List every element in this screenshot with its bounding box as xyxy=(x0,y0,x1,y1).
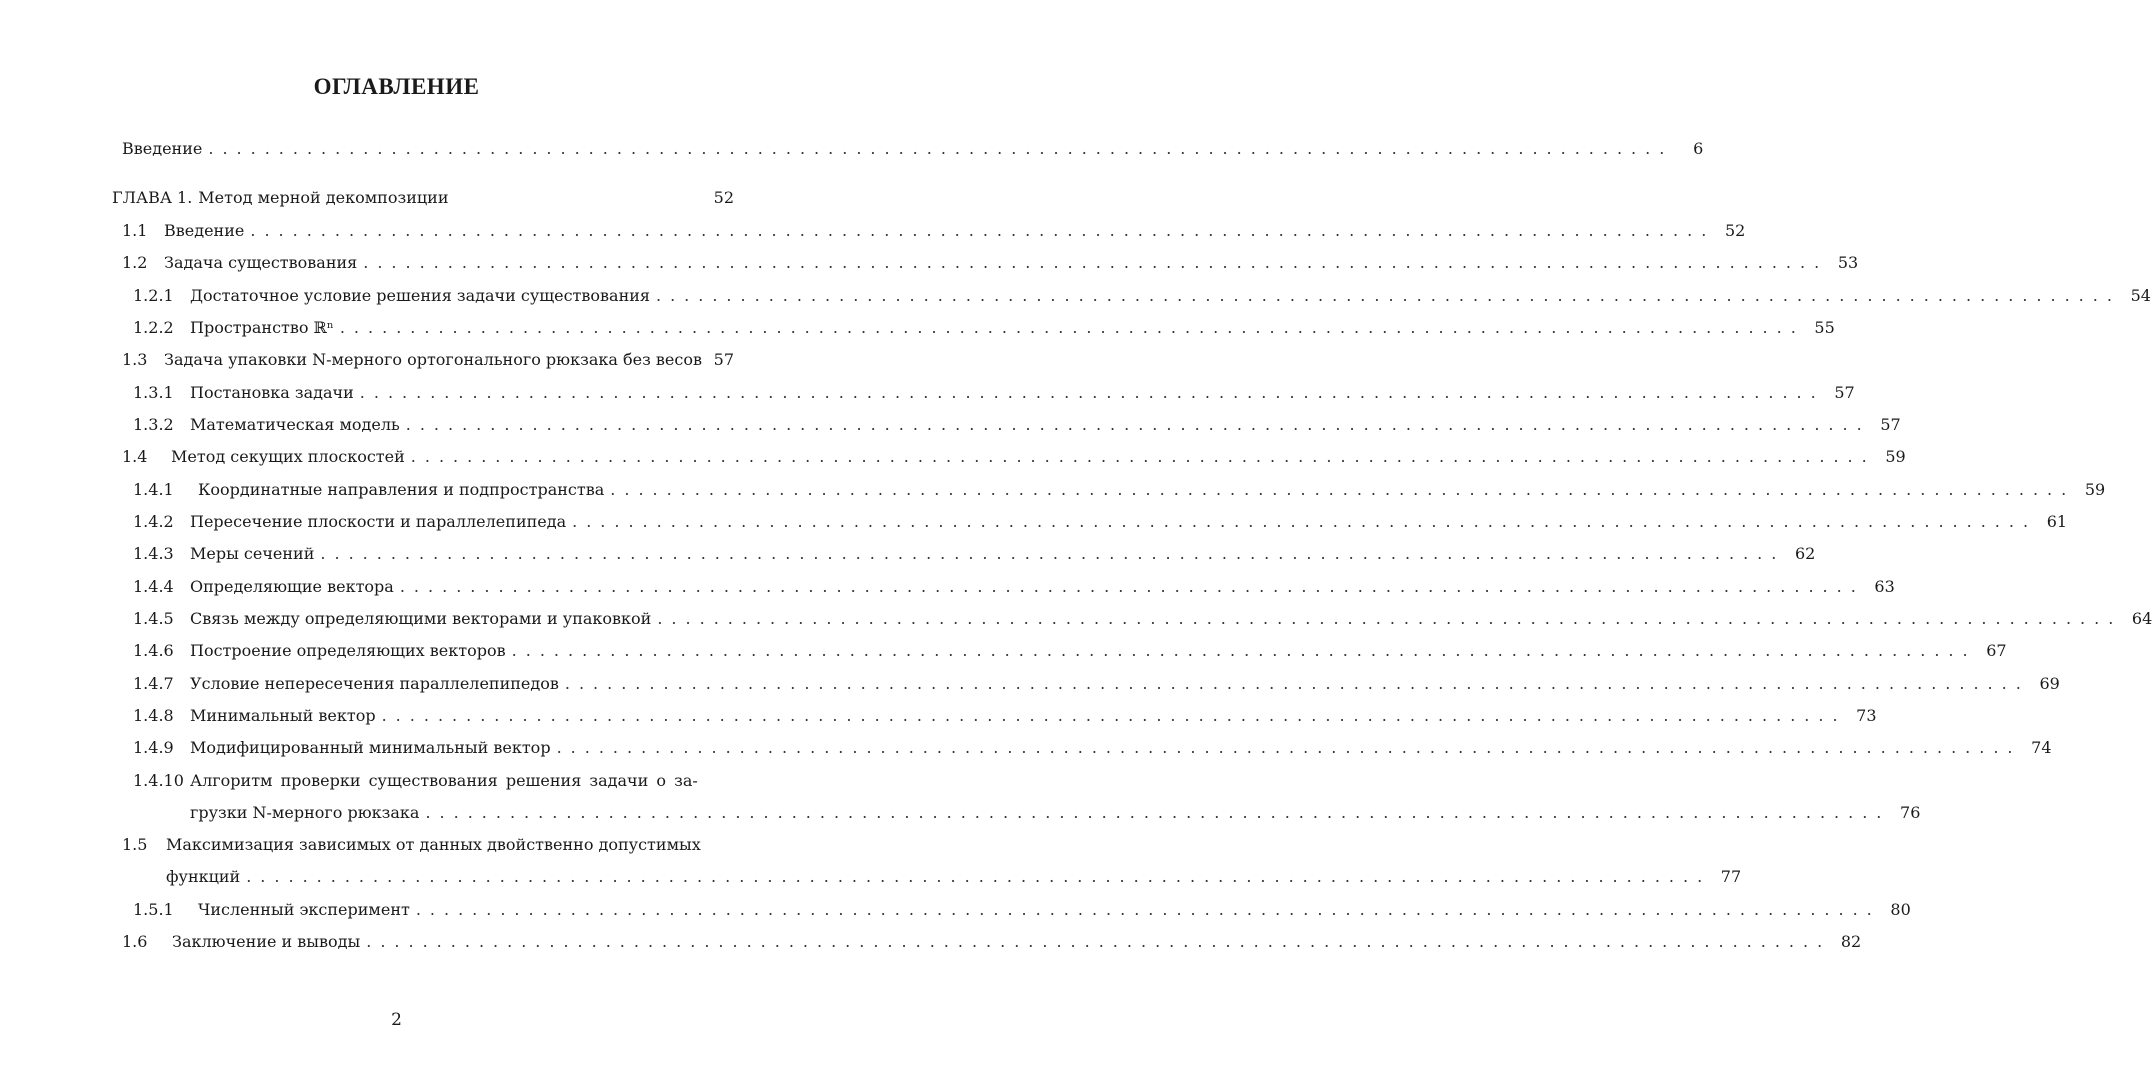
toc-entry-number: 1.5.1 xyxy=(133,900,174,919)
toc-entry-1-3-2[interactable] xyxy=(133,412,1901,438)
toc-entry-1-4-4[interactable] xyxy=(133,574,1895,600)
toc-entry-page: 53 xyxy=(1837,253,1859,272)
toc-entry-1-5-continuation[interactable] xyxy=(166,864,1742,890)
toc-entry-1-2-1[interactable] xyxy=(133,283,2151,309)
toc-entry-label: Меры сечений xyxy=(190,544,315,563)
toc-entry-page: 76 xyxy=(1900,803,1921,822)
toc-leader-dots: ........................................................................................................ xyxy=(656,286,2121,305)
toc-entry-page: 59 xyxy=(2084,480,2106,499)
toc-entry-number: 1.4.9 xyxy=(133,738,174,757)
toc-leader-dots: ........................................................................................................ xyxy=(657,609,2123,628)
toc-entry-label: Пересечение плоскости и параллелепипеда xyxy=(190,512,567,531)
toc-entry-introduction[interactable] xyxy=(122,136,1704,162)
toc-entry-label: Условие непересечения параллелепипедов xyxy=(190,674,559,693)
toc-leader-dots: ........................................................................................................ xyxy=(572,512,2038,531)
toc-entry-1-4[interactable] xyxy=(122,444,1906,470)
toc-entry-page: 77 xyxy=(1720,867,1742,886)
toc-entry-page: 61 xyxy=(2046,512,2068,531)
toc-entry-label: Минимальный вектор xyxy=(190,706,376,725)
toc-entry-1-4-9[interactable] xyxy=(133,735,2052,761)
toc-entry-number: 1.6 xyxy=(122,932,148,951)
toc-entry-label: Введение xyxy=(122,139,203,158)
toc-entry-1-4-3[interactable] xyxy=(133,541,1816,567)
toc-leader-dots: ........................................................................................................ xyxy=(511,641,1977,660)
page-title: ОГЛАВЛЕНИЕ xyxy=(313,74,480,99)
toc-entry-page: 74 xyxy=(2031,738,2052,757)
toc-entry-1-4-6[interactable] xyxy=(133,638,2007,664)
toc-entry-label: Определяющие вектора xyxy=(190,577,394,596)
toc-entry-label: Метод секущих плоскостей xyxy=(171,447,405,466)
toc-entry-label: Постановка задачи xyxy=(190,383,354,402)
toc-entry-page: 82 xyxy=(1840,932,1862,951)
toc-entry-1-2[interactable] xyxy=(122,250,1859,276)
toc-leader-dots: ........................................................................................................ xyxy=(359,383,1825,402)
toc-entry-1-2-2[interactable] xyxy=(133,315,1835,341)
toc-entry-1-4-2[interactable] xyxy=(133,509,2068,535)
toc-entry-page: 62 xyxy=(1794,544,1816,563)
toc-entry-label: Достаточное условие решения задачи существования xyxy=(190,286,650,305)
toc-leader-dots: ........................................................................................................ xyxy=(381,706,1847,725)
toc-entry-page: 67 xyxy=(1986,641,2007,660)
toc-entry-number: 1.4.6 xyxy=(133,641,174,660)
toc-entry-page: 80 xyxy=(1890,900,1911,919)
toc-entry-label: грузки N-мерного рюкзака xyxy=(190,803,420,822)
toc-entry-label: Модифицированный минимальный вектор xyxy=(190,738,551,757)
toc-entry-page: 54 xyxy=(2130,286,2151,305)
toc-entry-label: Максимизация зависимых от данных двойственно допустимых xyxy=(166,835,701,854)
toc-entry-label: Пространство ℝⁿ xyxy=(190,318,334,337)
toc-entry-label: Метод мерной декомпозиции xyxy=(198,188,449,207)
toc-entry-number: 1.4.4 xyxy=(133,577,174,596)
toc-leader-dots: ........................................................................................................ xyxy=(399,577,1865,596)
toc-leader-dots: ........................................................................................................ xyxy=(425,803,1891,822)
toc-entry-label: Алгоритм проверки существования решения задачи о за- xyxy=(190,771,698,790)
toc-entry-number: 1.4.7 xyxy=(133,674,174,693)
toc-entry-number: 1.4.1 xyxy=(133,480,174,499)
toc-entry-page: 57 xyxy=(713,350,734,369)
toc-entry-number: 1.2.2 xyxy=(133,318,174,337)
toc-entry-chapter-1[interactable] xyxy=(112,185,734,211)
toc-entry-number: 1.1 xyxy=(122,221,148,240)
toc-entry-page: 55 xyxy=(1814,318,1835,337)
toc-leader-dots: ........................................................................................................ xyxy=(363,253,1829,272)
toc-entry-number: 1.3.2 xyxy=(133,415,174,434)
toc-leader-dots: ........................................................................................................ xyxy=(339,318,1805,337)
toc-leader-dots: ........................................................................................................ xyxy=(410,447,1876,466)
toc-entry-1-1[interactable] xyxy=(122,218,1746,244)
toc-leader-dots: ........................................................................................................ xyxy=(564,674,2030,693)
toc-entry-label: Численный эксперимент xyxy=(198,900,410,919)
toc-entry-1-3-1[interactable] xyxy=(133,380,1855,406)
toc-entry-number: 1.2.1 xyxy=(133,286,174,305)
toc-leader-dots: ........................................................................................................ xyxy=(366,932,1832,951)
toc-entry-1-4-5[interactable] xyxy=(133,606,2152,632)
toc-leader-dots: ........................................................................................................ xyxy=(246,867,1712,886)
toc-entry-number: 1.4.3 xyxy=(133,544,174,563)
toc-entry-page: 52 xyxy=(1724,221,1746,240)
toc-leader-dots: ........................................................................................................ xyxy=(405,415,1871,434)
toc-entry-page: 69 xyxy=(2039,674,2060,693)
toc-leader-dots: ........................................................................................................ xyxy=(250,221,1716,240)
toc-entry-number: 1.5 xyxy=(122,835,148,854)
toc-entry-label: Математическая модель xyxy=(190,415,400,434)
toc-entry-label: Построение определяющих векторов xyxy=(190,641,506,660)
toc-entry-number: 1.4 xyxy=(122,447,148,466)
toc-entry-number: 1.3.1 xyxy=(133,383,174,402)
toc-entry-number: ГЛАВА 1. xyxy=(112,188,193,207)
toc-entry-number: 1.2 xyxy=(122,253,148,272)
toc-leader-dots: ........................................................................................................ xyxy=(415,900,1881,919)
toc-entry-1-5-1[interactable] xyxy=(133,897,1911,923)
page-number: 2 xyxy=(391,1010,402,1030)
toc-entry-number: 1.4.2 xyxy=(133,512,174,531)
toc-leader-dots: ........................................................................................................ xyxy=(610,480,2076,499)
toc-entry-1-4-10[interactable] xyxy=(133,768,734,794)
toc-entry-number: 1.4.5 xyxy=(133,609,174,628)
toc-entry-page: 63 xyxy=(1874,577,1895,596)
toc-entry-1-4-10-continuation[interactable] xyxy=(190,800,1921,826)
toc-entry-label: функций xyxy=(166,867,241,886)
toc-entry-1-3[interactable] xyxy=(122,347,734,373)
toc-entry-1-4-1[interactable] xyxy=(133,477,2106,503)
toc-leader-dots: ........................................................................................................ xyxy=(320,544,1786,563)
toc-entry-label: Задача существования xyxy=(164,253,358,272)
toc-leader-dots: ........................................................................................................ xyxy=(556,738,2022,757)
toc-entry-1-6[interactable] xyxy=(122,929,1862,955)
toc-entry-label: Координатные направления и подпространства xyxy=(198,480,605,499)
toc-entry-label: Заключение и выводы xyxy=(172,932,361,951)
toc-entry-label: Связь между определяющими векторами и упаковкой xyxy=(190,609,652,628)
toc-entry-1-4-7[interactable] xyxy=(133,671,2060,697)
toc-entry-page: 52 xyxy=(713,188,734,207)
toc-entry-page: 57 xyxy=(1834,383,1855,402)
toc-entry-number: 1.4.10 xyxy=(133,771,184,790)
toc-entry-label: Задача упаковки N-мерного ортогонального рюкзака без весов xyxy=(164,350,702,369)
toc-entry-label: Введение xyxy=(164,221,245,240)
toc-entry-1-4-8[interactable] xyxy=(133,703,1877,729)
toc-entry-page: 64 xyxy=(2131,609,2152,628)
toc-entry-page: 73 xyxy=(1856,706,1877,725)
toc-leader-dots: ........................................................................................................ xyxy=(208,139,1674,158)
toc-entry-1-5[interactable] xyxy=(122,832,734,858)
toc-entry-page: 57 xyxy=(1880,415,1901,434)
toc-entry-page: 59 xyxy=(1885,447,1906,466)
toc-entry-number: 1.3 xyxy=(122,350,148,369)
toc-entry-number: 1.4.8 xyxy=(133,706,174,725)
toc-entry-page: 6 xyxy=(1693,139,1704,158)
